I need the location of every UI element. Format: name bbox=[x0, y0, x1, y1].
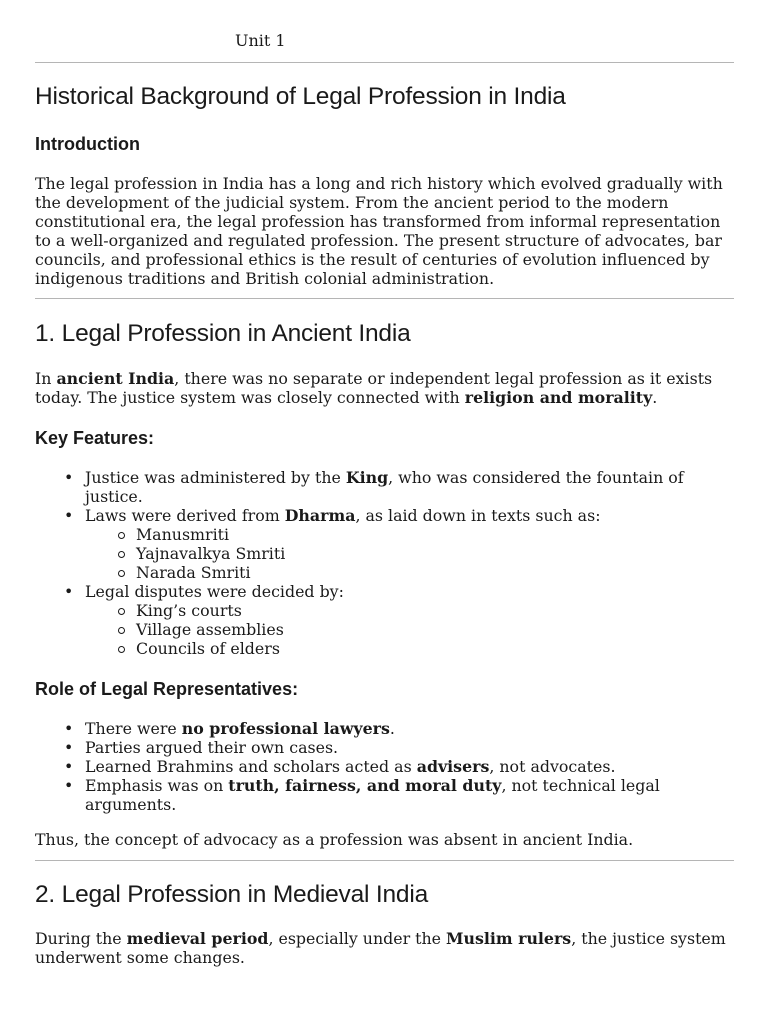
introduction-heading: Introduction bbox=[35, 134, 140, 154]
sub-list-item: Councils of elders bbox=[85, 639, 735, 658]
document-title: Historical Background of Legal Profession in India bbox=[35, 83, 566, 110]
list-item: • Legal disputes were decided by: King’s courts Village assemblies Councils of elders bbox=[35, 582, 735, 658]
list-item: • There were no professional lawyers. bbox=[35, 719, 735, 738]
list-item: • Parties argued their own cases. bbox=[35, 738, 735, 757]
sub-list-item: Yajnavalkya Smriti bbox=[85, 544, 735, 563]
ancient-conclusion: Thus, the concept of advocacy as a profession was absent in ancient India. bbox=[35, 830, 634, 849]
dispute-forums-list bbox=[85, 601, 735, 658]
dharma-texts-list bbox=[85, 525, 735, 582]
divider bbox=[35, 62, 734, 63]
list-item: • Learned Brahmins and scholars acted as advisers, not advocates. bbox=[35, 757, 735, 776]
key-features-list bbox=[35, 468, 735, 658]
sub-list-item: King’s courts bbox=[85, 601, 735, 620]
list-item: • Laws were derived from Dharma, as laid down in texts such as: Manusmriti Yajnavalkya Smriti Narada Smriti bbox=[35, 506, 735, 582]
divider bbox=[35, 298, 734, 299]
divider bbox=[35, 860, 734, 861]
introduction-paragraph: The legal profession in India has a long and rich history which evolved gradually with the development of the judicial system. From the ancient period to the modern constitutional era, the legal profession has transformed from informal representation to a well-organized and regulated profession. The present structure of advocates, bar councils, and professional ethics is the result of centuries of evolution influenced by indigenous traditions and British colonial administration. bbox=[35, 174, 723, 288]
medieval-india-paragraph: During the medieval period, especially under the Muslim rulers, the justice system underwent some changes. bbox=[35, 929, 726, 967]
role-heading: Role of Legal Representatives: bbox=[35, 679, 299, 699]
key-features-heading: Key Features: bbox=[35, 428, 155, 448]
sub-list-item: Narada Smriti bbox=[85, 563, 735, 582]
list-item: • Justice was administered by the King, who was considered the fountain of justice. bbox=[35, 468, 735, 506]
unit-label: Unit 1 bbox=[235, 31, 286, 50]
medieval-india-heading: 2. Legal Profession in Medieval India bbox=[35, 881, 429, 908]
role-list bbox=[35, 719, 735, 814]
sub-list-item: Manusmriti bbox=[85, 525, 735, 544]
ancient-india-heading: 1. Legal Profession in Ancient India bbox=[35, 320, 411, 347]
ancient-india-paragraph: In ancient India, there was no separate or independent legal profession as it exists today. The justice system was closely connected with religion and morality. bbox=[35, 369, 713, 407]
sub-list-item: Village assemblies bbox=[85, 620, 735, 639]
list-item: • Emphasis was on truth, fairness, and moral duty, not technical legal arguments. bbox=[35, 776, 735, 814]
